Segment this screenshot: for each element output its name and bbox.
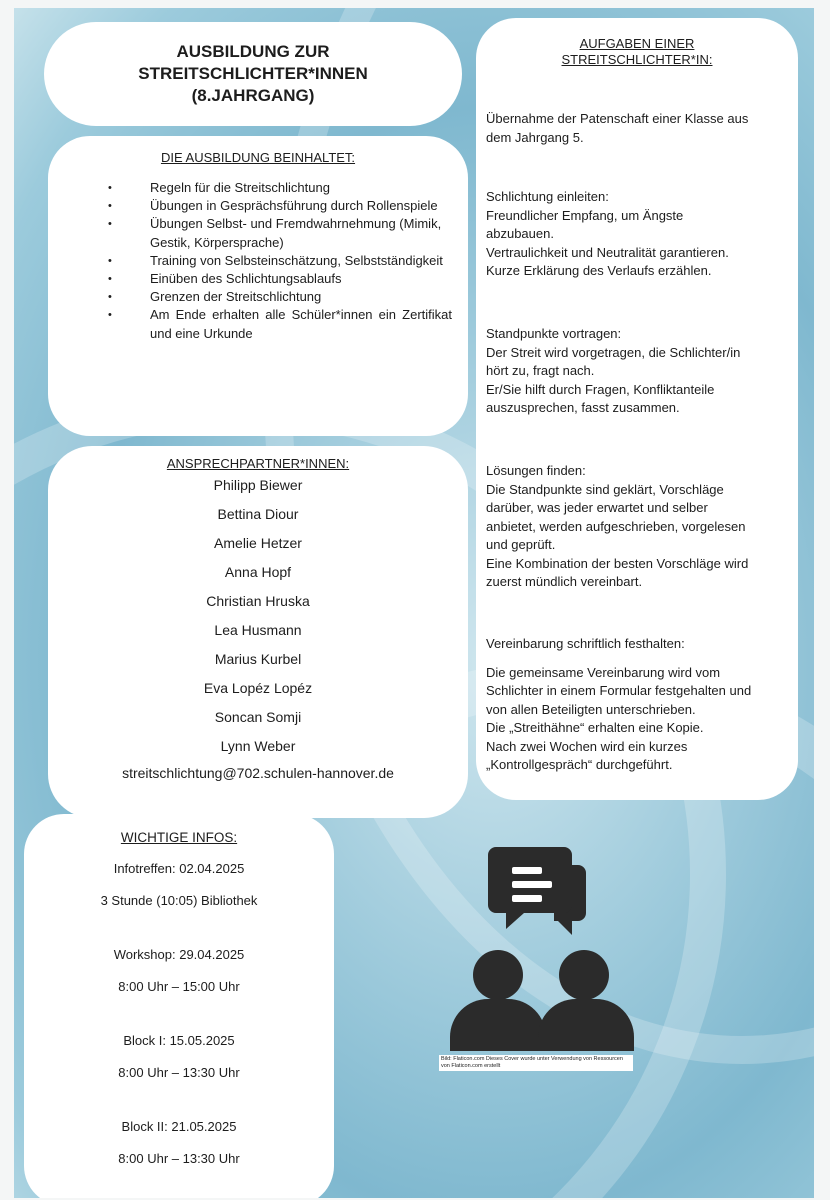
- contacts-box: [48, 446, 468, 818]
- list-item: • Regeln für die Streitschlichtung: [108, 179, 452, 197]
- task-line: auszusprechen, fasst zusammen.: [486, 400, 680, 415]
- task-line: abzubauen.: [486, 226, 554, 241]
- two-people-chat-icon: [434, 843, 644, 1053]
- task-line: dem Jahrgang 5.: [486, 129, 584, 145]
- tasks-heading-line: AUFGABEN EINER: [579, 36, 695, 51]
- training-content-list: [48, 179, 468, 343]
- contacts-heading: ANSPRECHPARTNER*INNEN:: [166, 456, 350, 471]
- contact-name: Lynn Weber: [220, 738, 296, 754]
- info-line: 8:00 Uhr – 15:00 Uhr: [118, 979, 240, 994]
- info-line: 3 Stunde (10:05) Bibliothek: [100, 893, 258, 908]
- title-line: STREITSCHLICHTER*INNEN: [138, 64, 368, 83]
- task-line: darüber, was jeder erwartet und selber: [486, 500, 708, 515]
- image-credit: Bild: Flaticon.com Dieses Cover wurde unter Verwendung von Ressourcen von Flaticon.com erstellt: [439, 1055, 633, 1071]
- contact-name: Marius Kurbel: [214, 651, 302, 667]
- task-line: anbietet, werden aufgeschrieben, vorgelesen: [486, 518, 746, 534]
- task-line: Er/Sie hilft durch Fragen, Konfliktanteile: [486, 381, 715, 397]
- task-line: hört zu, fragt nach.: [486, 363, 595, 378]
- list-item: • Einüben des Schlichtungsablaufs: [108, 270, 452, 288]
- title-box: [44, 22, 462, 126]
- tasks-box: [476, 18, 798, 800]
- task-line: Lösungen finden:: [486, 463, 586, 478]
- training-content-heading: DIE AUSBILDUNG BEINHALTET:: [160, 150, 356, 165]
- task-line: Die Standpunkte sind geklärt, Vorschläge: [486, 481, 724, 497]
- contact-name: Eva Lopéz Lopéz: [203, 680, 313, 696]
- task-line: „Kontrollgespräch“ durchgeführt.: [486, 757, 673, 772]
- task-line: Standpunkte vortragen:: [486, 326, 622, 341]
- task-line: Eine Kombination der besten Vorschläge wird: [486, 555, 749, 571]
- info-line: 8:00 Uhr – 13:30 Uhr: [118, 1151, 240, 1166]
- task-section: [486, 188, 784, 281]
- task-line: Freundlicher Empfang, um Ängste: [486, 207, 684, 223]
- list-item: • Grenzen der Streitschlichtung: [108, 288, 452, 306]
- info-line: Infotreffen: 02.04.2025: [113, 861, 245, 876]
- contact-name: Christian Hruska: [206, 593, 310, 609]
- task-section: [486, 325, 784, 418]
- task-line: [486, 654, 784, 664]
- task-section: [486, 635, 784, 775]
- contact-name: Lea Husmann: [214, 622, 302, 638]
- list-item: • Training von Selbsteinschätzung, Selbstständigkeit: [108, 252, 452, 270]
- title-line: AUSBILDUNG ZUR: [176, 42, 330, 61]
- title-line: (8.JAHRGANG): [191, 86, 315, 105]
- task-line: Kurze Erklärung des Verlaufs erzählen.: [486, 263, 712, 278]
- list-item: • Übungen Selbst- und Fremdwahrnehmung (Mimik, Gestik, Körpersprache): [108, 215, 452, 251]
- task-line: Vereinbarung schriftlich festhalten:: [486, 636, 685, 651]
- important-info-heading: WICHTIGE INFOS:: [120, 830, 238, 845]
- task-section: [486, 110, 784, 147]
- task-line: Schlichtung einleiten:: [486, 189, 609, 204]
- info-line: 8:00 Uhr – 13:30 Uhr: [118, 1065, 240, 1080]
- task-line: von allen Beteiligten unterschrieben.: [486, 701, 696, 717]
- task-line: Übernahme der Patenschaft einer Klasse aus: [486, 111, 749, 126]
- info-line: Block II: 21.05.2025: [121, 1119, 237, 1134]
- list-item: • Übungen in Gesprächsführung durch Rollenspiele: [108, 197, 452, 215]
- poster: [14, 8, 814, 1198]
- task-line: Die gemeinsame Vereinbarung wird vom: [486, 664, 721, 680]
- contact-email[interactable]: streitschlichtung@702.schulen-hannover.de: [122, 765, 394, 781]
- info-line: Block I: 15.05.2025: [123, 1033, 235, 1048]
- contact-name: Amelie Hetzer: [214, 535, 302, 551]
- contact-name: Bettina Diour: [217, 506, 299, 522]
- tasks-heading: [476, 36, 798, 68]
- contact-name: Soncan Somji: [214, 709, 302, 725]
- contact-name: Anna Hopf: [224, 564, 292, 580]
- task-line: Nach zwei Wochen wird ein kurzes: [486, 738, 688, 754]
- info-line: Workshop: 29.04.2025: [113, 947, 245, 962]
- task-line: Vertraulichkeit und Neutralität garantieren.: [486, 244, 729, 260]
- task-line: und geprüft.: [486, 537, 556, 552]
- task-line: Der Streit wird vorgetragen, die Schlichter/in: [486, 344, 741, 360]
- task-line: Schlichter in einem Formular festgehalten und: [486, 683, 752, 698]
- important-info-box: [24, 814, 334, 1198]
- training-content-box: [48, 136, 468, 436]
- tasks-heading-line: STREITSCHLICHTER*IN:: [561, 52, 713, 67]
- task-line: zuerst mündlich vereinbart.: [486, 574, 643, 589]
- contact-name: Philipp Biewer: [213, 477, 303, 493]
- task-line: Die „Streithähne“ erhalten eine Kopie.: [486, 720, 704, 735]
- task-section: [486, 462, 784, 592]
- list-item: • Am Ende erhalten alle Schüler*innen ein Zertifikat und eine Urkunde: [108, 306, 452, 342]
